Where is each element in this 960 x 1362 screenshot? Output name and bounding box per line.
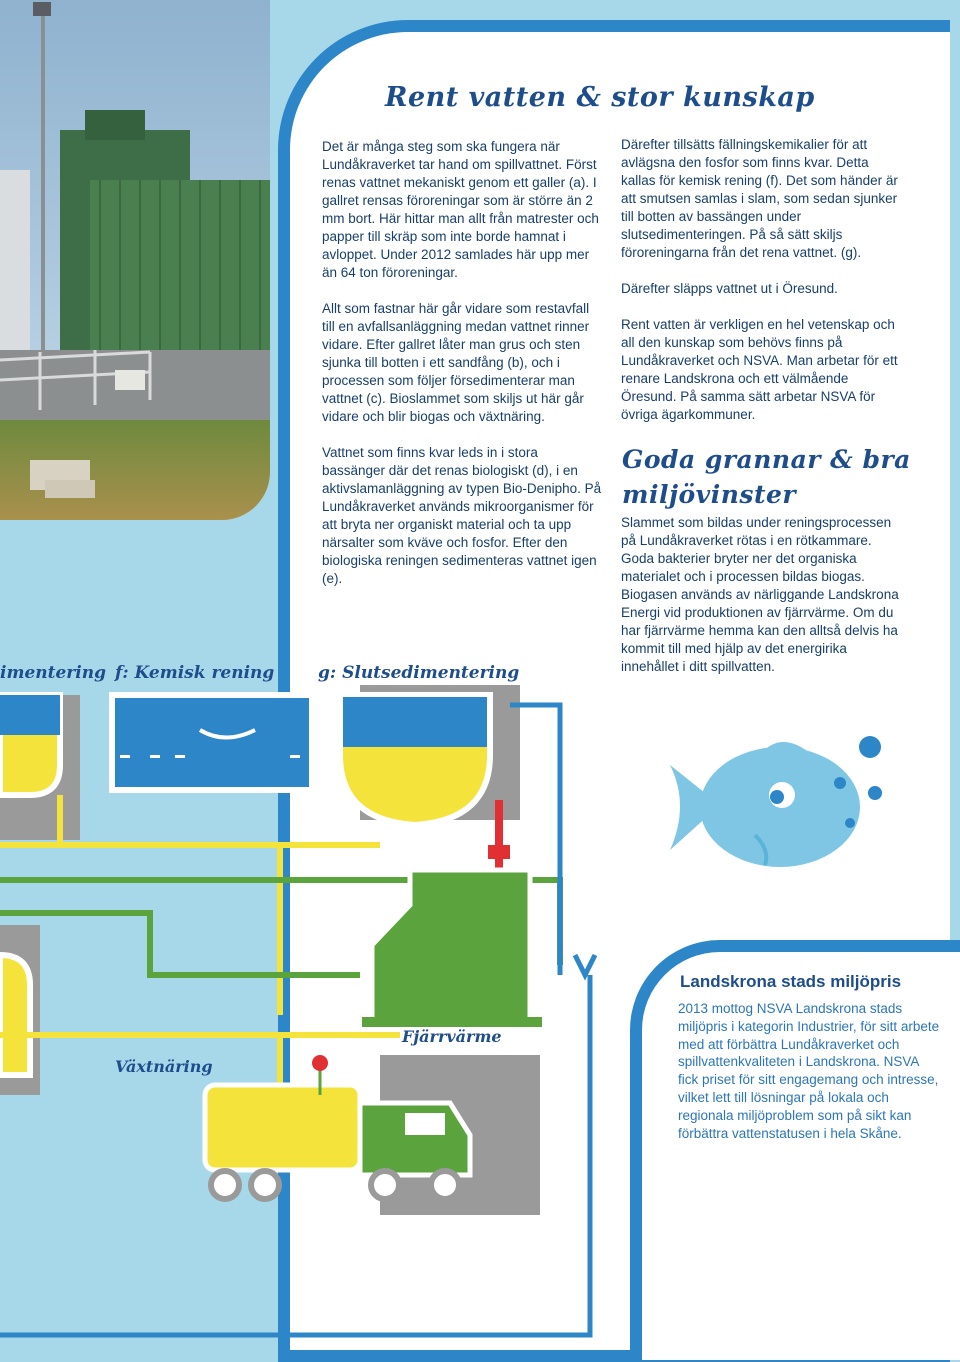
paragraph: Allt som fastnar här går vidare som restavfall till en avfallsanläggning medan vattnet rinner vidare. Efter gallret låter man grus och sten sjunka till botten i ett sandfång (b), och i processen som följer försedimenterar man vattnet (c). Bioslammet som skiljs ut här går vidare och blir biogas och växtnäring. bbox=[322, 301, 590, 424]
text-column-right bbox=[621, 136, 903, 424]
page-title: Rent vatten & stor kunskap bbox=[385, 82, 815, 113]
diagram-label-f: f: Kemisk rening bbox=[115, 663, 275, 683]
text-column-right-2 bbox=[621, 514, 903, 676]
text-column-left bbox=[322, 138, 602, 588]
diagram-label-e: imentering bbox=[0, 663, 106, 683]
plant-photo bbox=[0, 0, 270, 520]
paragraph: Därefter tillsätts fällningskemikalier för att avlägsna den fosfor som finns kvar. Detta kallas för kemisk rening (f). Det som händer är att smutsen samlas i slam, som sedan sjunker till botten av bassängen under slutsedimenteringen. På så sätt skiljs föroreningarna från det rena vattnet. (g). bbox=[621, 137, 898, 260]
paragraph: Därefter släpps vattnet ut i Öresund. bbox=[621, 281, 838, 296]
paragraph: Slammet som bildas under reningsprocessen på Lundåkraverket rötas i en rötkammare. Goda bakterier bryter ner det organiska materialet och i processen bildas biogas. Biogasen används av närliggande Landskrona Energi vid produktionen av fjärrvärme. Om du har fjärrvärme hemma kan den alltså delvis ha kommit till med hjälp av det energirika innehållet i ditt spillvatten. bbox=[621, 515, 899, 674]
section-heading: Goda grannar & bra miljövinster bbox=[622, 445, 911, 509]
paragraph: Vattnet som finns kvar leds in i stora bassänger där det renas biologiskt (d), i en aktivslamanläggning av typen Bio-Denipho. På Lundåkraverket används mikroorganismer för att bryta ner organiskt material och ta upp närsalter som kväve och fosfor. Efter den biologiska reningen sedimenteras vattnet igen (e). bbox=[322, 445, 602, 586]
prize-text: 2013 mottog NSVA Landskrona stads miljöpris i kategorin Industrier, för sitt arbete med att förbättra Lundåkraverket och spillvattenkvaliteten i Landskrona. NSVA fick priset för sitt engagemang och intresse, vilket lett till lösningar på lokala och regionala miljöproblem som på sikt kan förbättra vattenstatusen i hela Skåne. bbox=[678, 1001, 940, 1141]
diagram-label-vaxtnaring: Växtnäring bbox=[115, 1057, 213, 1076]
process-diagram bbox=[0, 655, 600, 1355]
prize-text-block bbox=[678, 1000, 940, 1142]
diagram-label-fjarrvarme: Fjärrvärme bbox=[402, 1027, 502, 1046]
paragraph: Det är många steg som ska fungera när Lundåkraverket tar hand om spillvattnet. Först renas vattnet mekaniskt genom ett galler (a). I gallret rensas föroreningar som är större än 2 mm bort. Här hittar man allt från matrester och papper till skräp som inte borde hamnat i avloppet. Under 2012 samlades här upp mer än 64 ton föroreningar. bbox=[322, 139, 599, 280]
fish-illustration bbox=[660, 725, 900, 885]
paragraph: Rent vatten är verkligen en hel vetenskap och all den kunskap som behövs finns på Lundåkraverket och NSVA. Man arbetar för ett renare Landskrona och ett välmående Öresund. På samma sätt arbetar NSVA för övriga ägarkommuner. bbox=[621, 317, 898, 422]
diagram-label-g: g: Slutsedimentering bbox=[318, 663, 520, 683]
prize-heading: Landskrona stads miljöpris bbox=[680, 972, 902, 991]
